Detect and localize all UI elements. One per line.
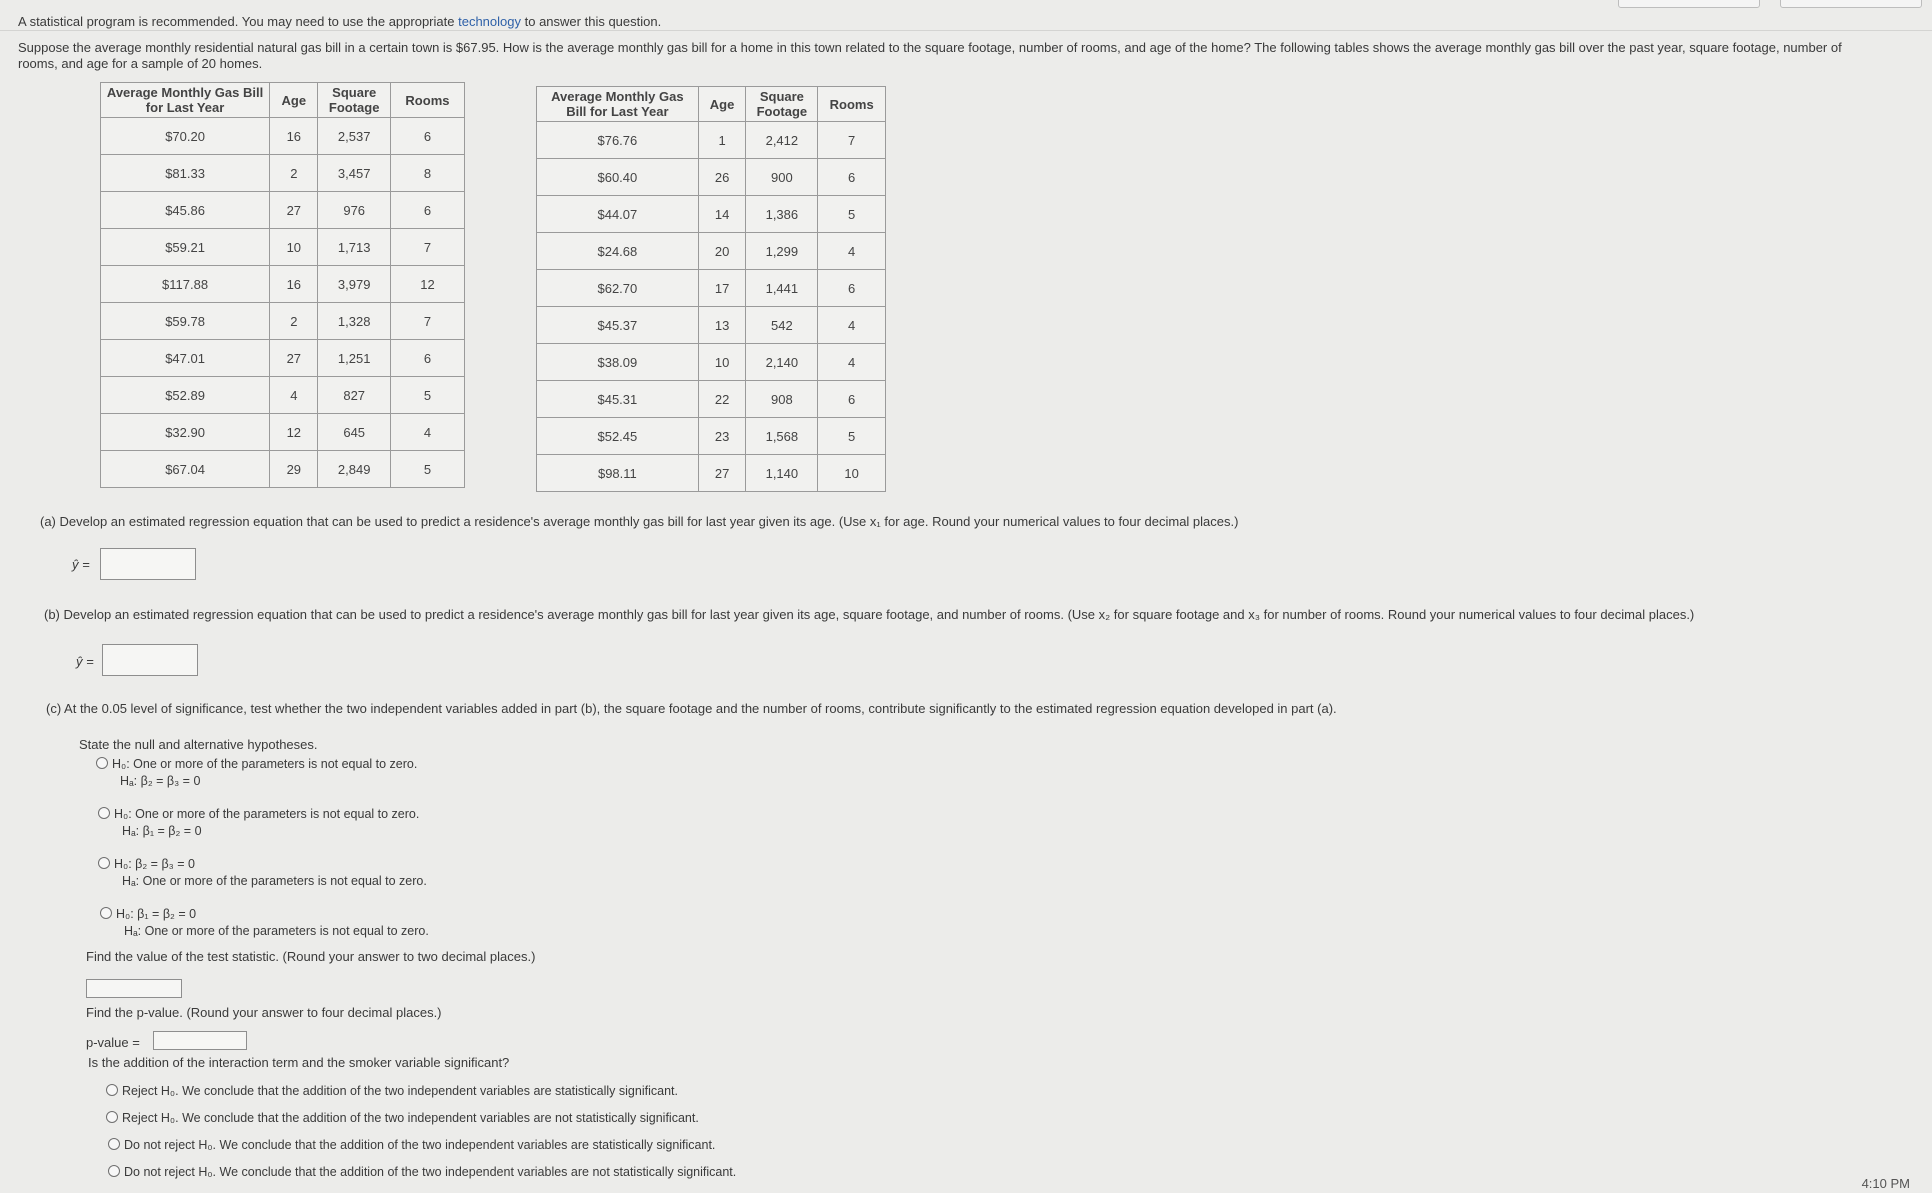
cell-rooms: 6 [818, 270, 886, 307]
cell-rooms: 12 [390, 266, 464, 303]
table-row [101, 192, 465, 229]
hypothesis-1-null: H₀: One or more of the parameters is not equal to zero. [112, 757, 418, 771]
cell-age: 29 [270, 451, 318, 488]
pvalue-label: p-value = [86, 1035, 140, 1050]
note-suffix: to answer this question. [524, 14, 662, 29]
cell-age: 12 [270, 414, 318, 451]
cell-age: 26 [698, 159, 746, 196]
data-table-2 [536, 86, 886, 492]
table-row [101, 229, 465, 266]
cell-bill: $70.20 [101, 118, 270, 155]
cell-bill: $62.70 [537, 270, 699, 307]
cell-sqft: 1,140 [746, 455, 818, 492]
cell-sqft: 3,979 [318, 266, 390, 303]
cell-rooms: 4 [390, 414, 464, 451]
table-row [537, 196, 886, 233]
cell-age: 23 [698, 418, 746, 455]
clock: 4:10 PM [1861, 1176, 1910, 1191]
header-bill: Average Monthly Gas Bill for Last Year [101, 83, 270, 118]
table-row [537, 455, 886, 492]
technology-link[interactable]: technology [458, 14, 521, 29]
cell-sqft: 2,140 [746, 344, 818, 381]
cell-bill: $60.40 [537, 159, 699, 196]
radio-icon[interactable] [98, 807, 110, 819]
header-rooms: Rooms [390, 83, 464, 118]
radio-icon[interactable] [106, 1111, 118, 1123]
cell-age: 27 [270, 340, 318, 377]
cell-bill: $59.78 [101, 303, 270, 340]
cell-age: 16 [270, 118, 318, 155]
cell-sqft: 2,412 [746, 122, 818, 159]
pvalue-prompt: Find the p-value. (Round your answer to four decimal places.) [86, 1005, 442, 1020]
cell-age: 27 [698, 455, 746, 492]
cell-bill: $47.01 [101, 340, 270, 377]
hypotheses-prompt: State the null and alternative hypotheses. [79, 737, 318, 752]
cell-age: 22 [698, 381, 746, 418]
cell-bill: $45.86 [101, 192, 270, 229]
cell-bill: $52.45 [537, 418, 699, 455]
cell-sqft: 908 [746, 381, 818, 418]
conclusion-option-3[interactable] [108, 1137, 715, 1154]
hypothesis-4-alt: Hₐ: One or more of the parameters is not equal to zero. [124, 924, 429, 938]
part-b-prompt: (b) Develop an estimated regression equation that can be used to predict a residence's average monthly gas bill for last year given its age, square footage, and number of rooms. (Use x₂ for square footage and x₃ for number of rooms. Round your numerical values to four decimal places.) [44, 607, 1695, 622]
cell-sqft: 2,537 [318, 118, 390, 155]
pvalue-input[interactable] [153, 1031, 247, 1050]
hypothesis-4-null: H₀: β₁ = β₂ = 0 [116, 907, 197, 921]
cell-bill: $59.21 [101, 229, 270, 266]
cell-bill: $81.33 [101, 155, 270, 192]
radio-icon[interactable] [98, 857, 110, 869]
cell-bill: $24.68 [537, 233, 699, 270]
cell-bill: $32.90 [101, 414, 270, 451]
note-prefix: A statistical program is recommended. You may need to use the appropriate [18, 14, 455, 29]
conclusion-4-text: Do not reject H₀. We conclude that the addition of the two independent variables are not statistically significant. [124, 1165, 737, 1179]
cell-rooms: 7 [390, 303, 464, 340]
part-a-prompt: (a) Develop an estimated regression equation that can be used to predict a residence's average monthly gas bill for last year given its age. (Use x₁ for age. Round your numerical values to four decimal places.) [40, 514, 1239, 529]
conclusion-option-2[interactable] [106, 1110, 699, 1127]
table-row [537, 270, 886, 307]
part-c-prompt: (c) At the 0.05 level of significance, test whether the two independent variables added in part (b), the square footage and the number of rooms, contribute significantly to the estimated regression equation developed in part (a). [46, 701, 1337, 716]
cell-bill: $44.07 [537, 196, 699, 233]
part-a-equation-input[interactable] [100, 548, 196, 580]
cell-sqft: 2,849 [318, 451, 390, 488]
cell-rooms: 8 [390, 155, 464, 192]
cell-sqft: 827 [318, 377, 390, 414]
cell-rooms: 7 [390, 229, 464, 266]
data-table-1 [100, 82, 465, 488]
table-row [101, 340, 465, 377]
cell-rooms: 4 [818, 344, 886, 381]
cell-sqft: 1,299 [746, 233, 818, 270]
cell-rooms: 6 [390, 192, 464, 229]
conclusion-option-1[interactable] [106, 1083, 678, 1100]
cell-rooms: 10 [818, 455, 886, 492]
test-statistic-prompt: Find the value of the test statistic. (Round your answer to two decimal places.) [86, 949, 536, 964]
cell-age: 2 [270, 303, 318, 340]
cell-age: 20 [698, 233, 746, 270]
hypothesis-option-3[interactable] [98, 856, 427, 890]
cell-age: 16 [270, 266, 318, 303]
cell-bill: $98.11 [537, 455, 699, 492]
top-button-1[interactable] [1618, 0, 1760, 8]
cell-bill: $67.04 [101, 451, 270, 488]
radio-icon[interactable] [100, 907, 112, 919]
table-row [537, 381, 886, 418]
cell-sqft: 1,251 [318, 340, 390, 377]
radio-icon[interactable] [96, 757, 108, 769]
table-row [101, 266, 465, 303]
part-a-yhat-label: ŷ = [72, 557, 90, 572]
cell-rooms: 5 [390, 377, 464, 414]
table-row [537, 159, 886, 196]
cell-sqft: 645 [318, 414, 390, 451]
cell-bill: $45.37 [537, 307, 699, 344]
cell-rooms: 6 [818, 381, 886, 418]
cell-sqft: 1,568 [746, 418, 818, 455]
part-b-equation-input[interactable] [102, 644, 198, 676]
table-row [101, 451, 465, 488]
cell-rooms: 6 [818, 159, 886, 196]
top-button-2[interactable] [1780, 0, 1922, 8]
header-bill: Average Monthly Gas Bill for Last Year [537, 87, 699, 122]
intro-line-2: rooms, and age for a sample of 20 homes. [18, 56, 263, 71]
table-row [537, 418, 886, 455]
cell-bill: $38.09 [537, 344, 699, 381]
cell-rooms: 5 [818, 418, 886, 455]
conclusion-3-text: Do not reject H₀. We conclude that the addition of the two independent variables are statistically significant. [124, 1138, 716, 1152]
intro-line-1: Suppose the average monthly residential natural gas bill in a certain town is $67.95. How is the average monthly gas bill for a home in this town related to the square footage, number of rooms, and age of the home? The following tables shows the average monthly gas bill over the past year, square footage, number of [18, 40, 1842, 55]
cell-sqft: 976 [318, 192, 390, 229]
conclusion-option-4[interactable] [108, 1164, 736, 1181]
cell-age: 14 [698, 196, 746, 233]
cell-bill: $45.31 [537, 381, 699, 418]
table-row [537, 344, 886, 381]
cell-rooms: 5 [818, 196, 886, 233]
cell-rooms: 6 [390, 340, 464, 377]
radio-icon[interactable] [106, 1084, 118, 1096]
technology-note [18, 14, 661, 29]
header-age: Age [270, 83, 318, 118]
table-row [101, 118, 465, 155]
test-statistic-input[interactable] [86, 979, 182, 998]
part-b-yhat-label: ŷ = [76, 654, 94, 669]
cell-sqft: 1,441 [746, 270, 818, 307]
table-row [537, 233, 886, 270]
hypothesis-3-alt: Hₐ: One or more of the parameters is not equal to zero. [122, 874, 427, 888]
table-row [101, 377, 465, 414]
cell-age: 1 [698, 122, 746, 159]
cell-age: 10 [270, 229, 318, 266]
cell-sqft: 900 [746, 159, 818, 196]
problem-intro [18, 40, 1923, 72]
hypothesis-2-alt: Hₐ: β₁ = β₂ = 0 [122, 824, 202, 838]
table-row [537, 307, 886, 344]
cell-sqft: 1,713 [318, 229, 390, 266]
table-row [101, 303, 465, 340]
radio-icon[interactable] [108, 1165, 120, 1177]
hypothesis-3-null: H₀: β₂ = β₃ = 0 [114, 857, 195, 871]
table-row [101, 155, 465, 192]
cell-sqft: 3,457 [318, 155, 390, 192]
header-rooms: Rooms [818, 87, 886, 122]
cell-sqft: 542 [746, 307, 818, 344]
hypothesis-option-4[interactable] [100, 906, 429, 940]
header-sqft: Square Footage [318, 83, 390, 118]
header-age: Age [698, 87, 746, 122]
hypothesis-option-2[interactable] [98, 806, 419, 840]
cell-rooms: 7 [818, 122, 886, 159]
cell-sqft: 1,386 [746, 196, 818, 233]
conclusion-1-text: Reject H₀. We conclude that the addition of the two independent variables are statistically significant. [122, 1084, 678, 1098]
cell-age: 27 [270, 192, 318, 229]
header-sqft: Square Footage [746, 87, 818, 122]
cell-rooms: 6 [390, 118, 464, 155]
hypothesis-option-1[interactable] [96, 756, 417, 790]
conclusion-2-text: Reject H₀. We conclude that the addition of the two independent variables are not statistically significant. [122, 1111, 699, 1125]
significance-prompt: Is the addition of the interaction term and the smoker variable significant? [88, 1055, 510, 1070]
table-row [101, 414, 465, 451]
cell-age: 13 [698, 307, 746, 344]
cell-sqft: 1,328 [318, 303, 390, 340]
cell-age: 2 [270, 155, 318, 192]
cell-bill: $117.88 [101, 266, 270, 303]
cell-bill: $76.76 [537, 122, 699, 159]
cell-bill: $52.89 [101, 377, 270, 414]
radio-icon[interactable] [108, 1138, 120, 1150]
cell-age: 4 [270, 377, 318, 414]
cell-rooms: 4 [818, 233, 886, 270]
table-row [537, 122, 886, 159]
cell-rooms: 4 [818, 307, 886, 344]
cell-age: 17 [698, 270, 746, 307]
hypothesis-1-alt: Hₐ: β₂ = β₃ = 0 [120, 774, 201, 788]
hypothesis-2-null: H₀: One or more of the parameters is not equal to zero. [114, 807, 420, 821]
cell-rooms: 5 [390, 451, 464, 488]
cell-age: 10 [698, 344, 746, 381]
